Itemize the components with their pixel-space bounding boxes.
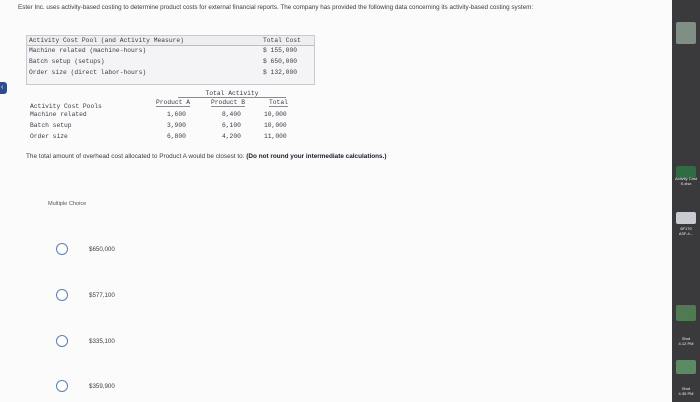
screenshot-thumbnail-icon[interactable] <box>676 360 696 374</box>
file-name-line: 4.12 PM <box>678 341 694 346</box>
table-cell: Batch setup (setups) <box>29 58 105 65</box>
desktop-file-label[interactable] <box>672 386 700 396</box>
table-group-header: Total Activity <box>178 90 286 98</box>
previous-arrow[interactable] <box>0 82 7 94</box>
table-header-pools: Activity Cost Pools <box>30 103 102 110</box>
file-name-line: 4.35 PM <box>678 391 694 396</box>
file-name-line: A3F-4... <box>678 231 694 236</box>
table-cell: $ 650,000 <box>263 58 298 65</box>
table-cell: Order size (direct labor-hours) <box>29 69 147 76</box>
table-cell: 10,000 <box>264 111 287 118</box>
table-header-product-b: Product B <box>211 99 246 106</box>
choice-label[interactable]: $577,100 <box>89 292 115 299</box>
desktop-file-label[interactable] <box>672 336 700 346</box>
table-cell: 8,400 <box>222 111 241 118</box>
table-cell: Batch setup <box>30 122 72 129</box>
file-name-line: S.xlsx <box>680 181 692 186</box>
file-name-line: Activity Cost <box>674 176 697 181</box>
table-cell: 4,200 <box>222 133 241 140</box>
choice-label[interactable]: $650,000 <box>89 246 115 253</box>
radio-button[interactable] <box>56 243 68 255</box>
radio-button[interactable] <box>56 335 68 347</box>
screenshot-thumbnail-icon[interactable] <box>676 305 696 321</box>
document-file-icon[interactable] <box>676 212 696 224</box>
choice-label[interactable]: $359,900 <box>89 383 115 390</box>
table-cell: Machine related <box>30 111 87 118</box>
table-cell: Order size <box>30 133 68 140</box>
total-activity-table <box>26 86 296 146</box>
table-cell: 10,000 <box>264 122 287 129</box>
file-name-line: 6F170 <box>680 226 692 231</box>
table-cell: 11,000 <box>264 133 287 140</box>
table-header-product-a: Product A <box>156 99 191 106</box>
intro-text: Ester Inc. uses activity-based costing to determine product costs for external financial reports. The company has provided the following data concerning its activity-based costing system: <box>18 4 534 11</box>
question-main: The total amount of overhead cost allocated to Product A would be closest to: <box>26 153 245 160</box>
table-cell: $ 155,000 <box>263 47 298 54</box>
chevron-left-icon: ‹ <box>1 84 4 91</box>
file-thumbnail-icon[interactable] <box>676 22 696 44</box>
table-cell: 6,100 <box>222 122 241 129</box>
table-cell: $ 132,000 <box>263 69 298 76</box>
table-cell: Machine related (machine-hours) <box>29 47 147 54</box>
radio-button[interactable] <box>56 289 68 301</box>
table-header-pool: Activity Cost Pool (and Activity Measure) <box>29 37 184 44</box>
choice-label[interactable]: $335,100 <box>89 338 115 345</box>
radio-button[interactable] <box>56 380 68 392</box>
desktop-icon-strip <box>672 0 700 402</box>
table-header-total: Total <box>269 99 288 106</box>
multiple-choice-label: Multiple Choice <box>48 201 87 207</box>
table-cell: 6,800 <box>167 133 186 140</box>
activity-cost-pool-table <box>26 35 315 85</box>
file-name-line: Shot <box>681 386 691 391</box>
question-text <box>26 153 387 160</box>
desktop-file-label[interactable] <box>672 176 700 186</box>
table-header-total-cost: Total Cost <box>263 37 301 44</box>
file-name-line: Shot <box>681 336 691 341</box>
table-cell: 1,600 <box>167 111 186 118</box>
table-cell: 3,900 <box>167 122 186 129</box>
question-note: (Do not round your intermediate calculations.) <box>246 153 387 160</box>
desktop-file-label[interactable] <box>672 226 700 236</box>
